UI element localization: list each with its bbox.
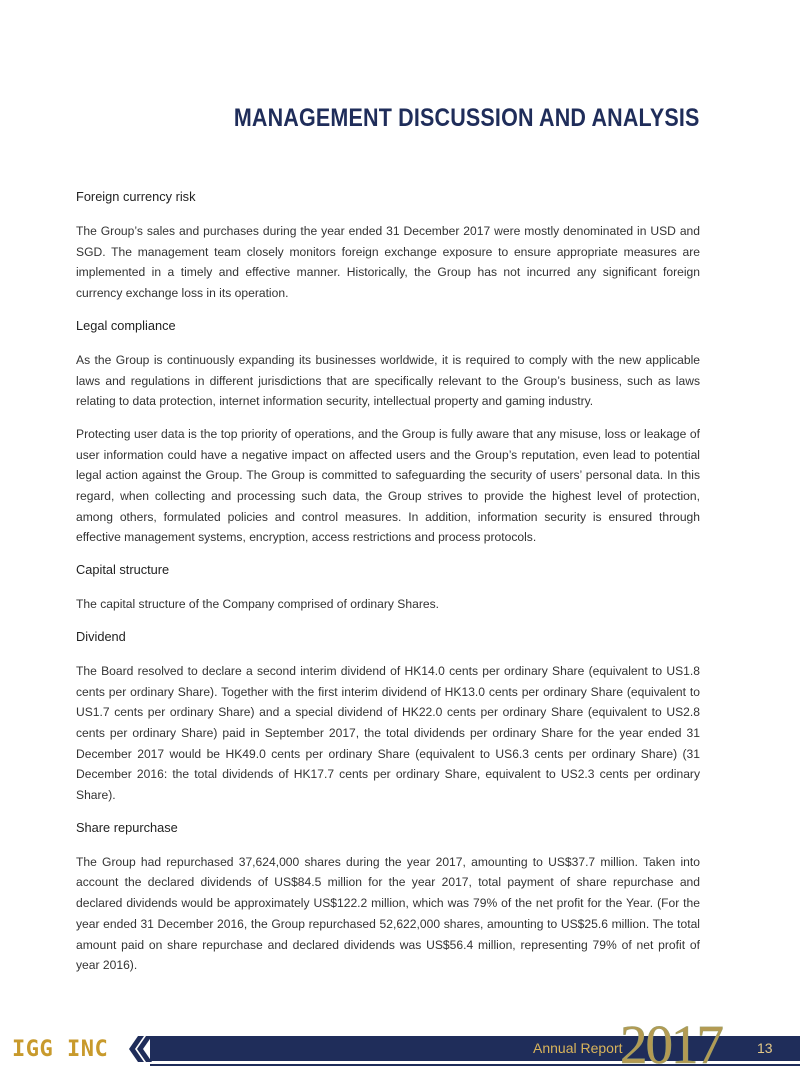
section-heading: Share repurchase	[76, 819, 178, 835]
section-capital-structure	[76, 562, 700, 615]
paragraph: As the Group is continuously expanding its businesses worldwide, it is required to comply with the new applicable laws and regulations in different jurisdictions that are specifically relevant to the Group’s business, such as laws relating to data protection, internet information security, intellectual property and gaming industry.	[76, 352, 700, 409]
section-heading: Dividend	[76, 628, 126, 644]
section-heading: Capital structure	[76, 562, 170, 578]
annual-report-label: Annual Report	[533, 1040, 623, 1056]
year-text: 2017	[620, 1019, 722, 1069]
page-footer	[0, 1019, 800, 1072]
year-mark	[620, 1019, 748, 1074]
paragraph: The Group had repurchased 37,624,000 shares during the year 2017, amounting to US$37.7 million. Taken into account the declared dividends of US$84.5 million for the year 2017, total payment of share repurchase and declared dividends would be approximately US$122.2 million, which was 79% of the net profit for the Year. (For the year ended 31 December 2016, the Group repurchased 52,622,000 shares, amounting to US$25.6 million. The total amount paid on share repurchase and declared dividends was US$56.4 million, representing 79% of net profit of year 2016).	[76, 854, 700, 973]
section-heading: Legal compliance	[76, 317, 176, 333]
section-share-repurchase	[76, 820, 700, 976]
section-dividend	[76, 629, 700, 806]
paragraph: The Board resolved to declare a second interim dividend of HK14.0 cents per ordinary Share (equivalent to US1.8 cents per ordinary Share). Together with the first interim dividend of HK13.0 cents per ordinary Share (equivalent to US1.7 cents per ordinary Share) and a special dividend of HK22.0 cents per ordinary Share (equivalent to US2.8 cents per ordinary Share) paid in September 2017, the total dividends per ordinary Share for the year ended 31 December 2017 would be HK49.0 cents per ordinary Share (equivalent to US6.3 cents per ordinary Share) (31 December 2016: the total dividends of HK17.7 cents per ordinary Share, equivalent to US2.3 cents per ordinary Share).	[76, 663, 700, 803]
section-legal-compliance	[76, 318, 700, 548]
paragraph: The capital structure of the Company comprised of ordinary Shares.	[76, 597, 439, 612]
page-number: 13	[757, 1040, 773, 1056]
double-chevron-left-icon	[126, 1035, 152, 1068]
main-content	[76, 189, 700, 990]
company-logo: IGG INC	[12, 1037, 109, 1062]
section-heading: Foreign currency risk	[76, 189, 196, 204]
section-foreign-currency-risk	[76, 189, 700, 304]
paragraph: The Group’s sales and purchases during the year ended 31 December 2017 were mostly denominated in USD and SGD. The management team closely monitors foreign exchange exposure to ensure appropriate measures are implemented in a timely and effective manner. Historically, the Group has not incurred any significant foreign currency exchange loss in its operation.	[76, 224, 700, 301]
paragraph: Protecting user data is the top priority of operations, and the Group is fully aware that any misuse, loss or leakage of user information could have a negative impact on affected users and the Group’s reputation, even lead to potential legal action against the Group. The Group is committed to safeguarding the security of users’ personal data. In this regard, when collecting and processing such data, the Group strives to provide the highest level of protection, among others, formulated policies and control measures. In addition, information security is ensured through effective management systems, encryption, access restrictions and process protocols.	[76, 426, 700, 545]
page-title: MANAGEMENT DISCUSSION AND ANALYSIS	[234, 104, 700, 132]
